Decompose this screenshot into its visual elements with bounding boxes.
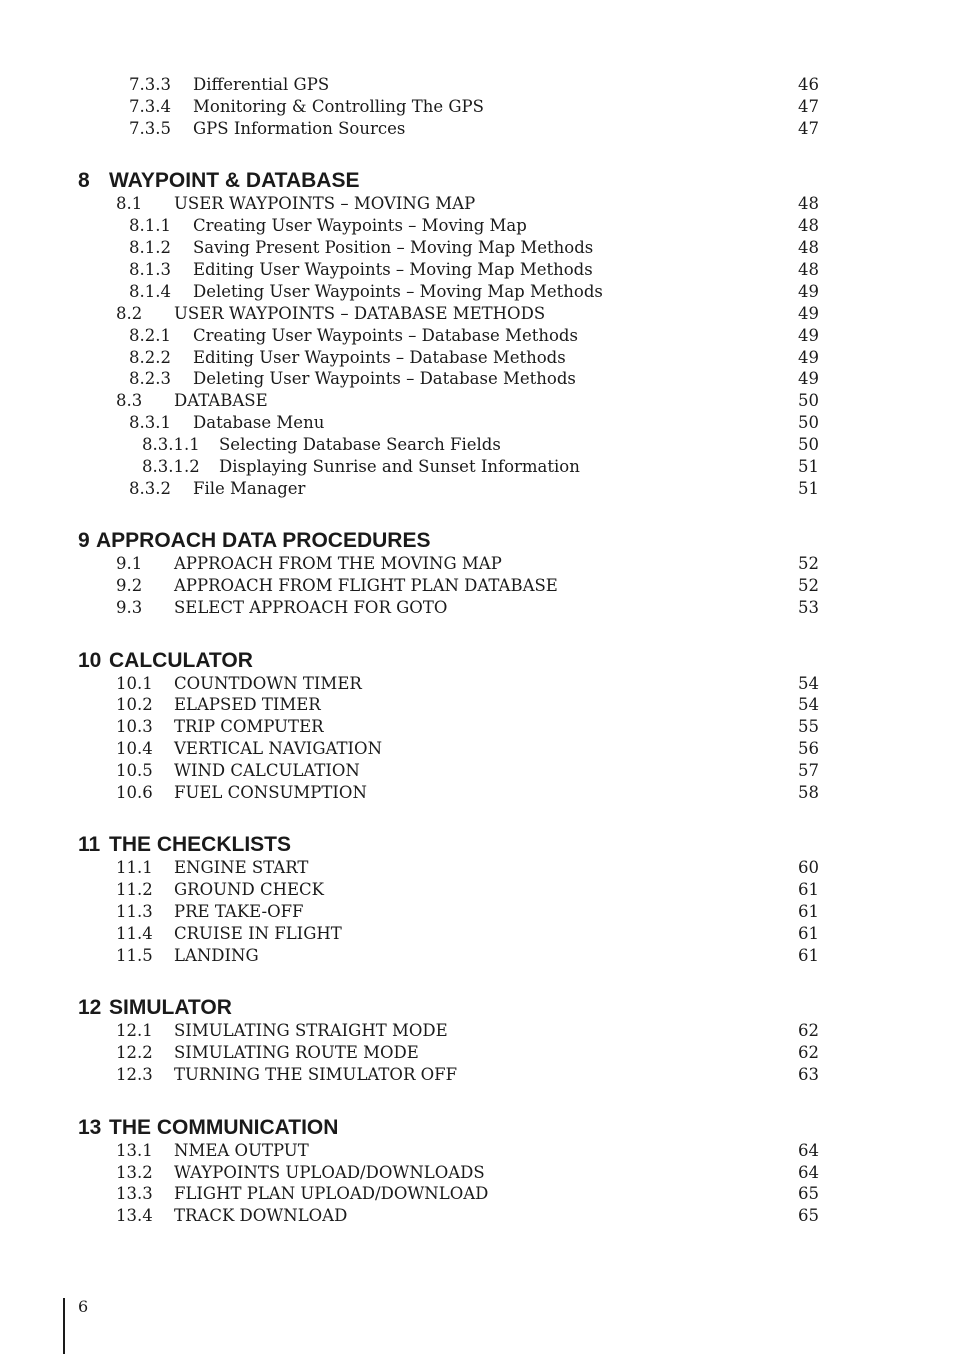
toc-entry-page: 60 — [798, 858, 819, 878]
toc-entry-number: 10.6 — [116, 783, 153, 802]
toc-entry-title: WAYPOINTS UPLOAD/DOWNLOADS — [174, 1162, 485, 1182]
toc-entry[interactable] — [0, 1020, 954, 1042]
toc-entry[interactable] — [0, 259, 954, 281]
toc-entry-number: 11.1 — [116, 858, 153, 878]
toc-entry-title: ELAPSED TIMER — [174, 695, 321, 715]
chapter-title: WAYPOINT & DATABASE — [109, 169, 360, 193]
toc-entry-title: NMEA OUTPUT — [174, 1140, 309, 1160]
toc-entry-page: 49 — [798, 369, 819, 389]
toc-entry-page: 49 — [798, 325, 819, 345]
toc-entry-title: Monitoring & Controlling The GPS — [193, 96, 484, 116]
toc-entry-number: 8.1.3 — [129, 259, 171, 279]
toc-entry[interactable] — [0, 347, 954, 369]
footer-page-number: 6 — [78, 1297, 89, 1316]
toc-entry[interactable] — [0, 1183, 954, 1205]
toc-entry-title: TRIP COMPUTER — [174, 717, 324, 737]
toc-entry-number: 10.2 — [116, 695, 153, 715]
toc-entry-number: 7.3.3 — [129, 75, 171, 94]
toc-entry-page: 47 — [798, 96, 819, 116]
toc-entry[interactable] — [0, 456, 954, 478]
toc-entry-page: 50 — [798, 391, 819, 411]
toc-entry-page: 63 — [798, 1065, 819, 1085]
toc-entry-title: Editing User Waypoints – Database Methods — [193, 347, 566, 367]
toc-entry-title: Deleting User Waypoints – Moving Map Methods — [193, 281, 603, 301]
toc-entry-title: Creating User Waypoints – Moving Map — [193, 216, 527, 236]
toc-entry-page: 49 — [798, 347, 819, 367]
toc-entry-page: 52 — [798, 576, 819, 596]
toc-entry-number: 10.4 — [116, 739, 153, 759]
toc-entry-page: 64 — [798, 1162, 819, 1182]
toc-entry-page: 49 — [798, 281, 819, 301]
toc-entry-title: Saving Present Position – Moving Map Methods — [193, 238, 594, 257]
toc-entry-page: 61 — [798, 902, 819, 922]
toc-entry[interactable] — [0, 879, 954, 901]
toc-entry-title: Database Menu — [193, 413, 325, 433]
toc-entry-number: 13.2 — [116, 1162, 153, 1182]
toc-entry-page: 56 — [798, 739, 819, 759]
toc-entry-title: SELECT APPROACH FOR GOTO — [174, 598, 448, 618]
toc-entry-title: File Manager — [193, 478, 306, 498]
chapter-title: CALCULATOR — [109, 648, 253, 672]
toc-entry[interactable] — [0, 597, 954, 619]
toc-entry[interactable] — [0, 390, 954, 412]
toc-entry[interactable] — [0, 923, 954, 945]
toc-entry[interactable] — [0, 738, 954, 760]
toc-entry-title: Deleting User Waypoints – Database Methods — [193, 369, 576, 389]
toc-entry-page: 54 — [798, 695, 819, 715]
toc-entry-page: 61 — [798, 946, 819, 965]
toc-entry[interactable] — [0, 716, 954, 738]
toc-entry-page: 49 — [798, 303, 819, 323]
toc-entry-title: Creating User Waypoints – Database Methods — [193, 325, 578, 345]
toc-entry[interactable] — [0, 325, 954, 347]
toc-entry-page: 62 — [798, 1021, 819, 1041]
toc-entry-title: DATABASE — [174, 391, 268, 411]
toc-entry-number: 7.3.5 — [129, 118, 171, 138]
toc-entry-title: SIMULATING STRAIGHT MODE — [174, 1021, 448, 1041]
toc-entry[interactable] — [0, 74, 954, 96]
toc-entry[interactable] — [0, 215, 954, 237]
footer-rule — [63, 1298, 65, 1354]
toc-entry-number: 8.3.1.1 — [142, 435, 200, 455]
toc-entry-title: APPROACH FROM THE MOVING MAP — [174, 554, 502, 574]
toc-entry-number: 11.5 — [116, 946, 153, 965]
chapter-number: 12 — [78, 996, 102, 1020]
toc-entry-title: LANDING — [174, 946, 259, 965]
toc-entry-title: PRE TAKE-OFF — [174, 902, 304, 922]
toc-entry[interactable] — [0, 1162, 954, 1184]
toc-entry-page: 62 — [798, 1043, 819, 1063]
toc-entry-number: 11.2 — [116, 880, 153, 900]
toc-entry-number: 8.2 — [116, 303, 143, 323]
toc-entry[interactable] — [0, 368, 954, 390]
toc-entry[interactable] — [0, 673, 954, 695]
toc-entry-number: 8.3 — [116, 391, 143, 411]
toc-entry-title: FLIGHT PLAN UPLOAD/DOWNLOAD — [174, 1184, 489, 1204]
chapter-title: APPROACH DATA PROCEDURES — [96, 529, 431, 553]
toc-entry[interactable] — [0, 553, 954, 575]
toc-entry-number: 12.1 — [116, 1021, 153, 1041]
toc-entry-title: USER WAYPOINTS – DATABASE METHODS — [174, 303, 546, 323]
toc-entry-title: COUNTDOWN TIMER — [174, 673, 362, 693]
toc-entry-page: 58 — [798, 783, 819, 802]
chapter-title: THE COMMUNICATION — [109, 1115, 339, 1139]
toc-entry-number: 8.3.1.2 — [142, 457, 200, 476]
toc-entry-number: 8.2.1 — [129, 325, 171, 345]
toc-entry-page: 48 — [798, 194, 819, 214]
toc-entry-number: 10.1 — [116, 673, 153, 693]
toc-entry[interactable] — [0, 118, 954, 140]
toc-entry[interactable] — [0, 857, 954, 879]
toc-entry-number: 10.5 — [116, 761, 153, 781]
toc-entry[interactable] — [0, 478, 954, 500]
toc-entry-title: GROUND CHECK — [174, 880, 324, 900]
toc-entry-number: 13.1 — [116, 1140, 153, 1160]
toc-entry[interactable] — [0, 96, 954, 118]
toc-entry[interactable] — [0, 434, 954, 456]
toc-entry-title: VERTICAL NAVIGATION — [174, 739, 383, 759]
toc-entry-page: 48 — [798, 238, 819, 257]
toc-entry[interactable] — [0, 303, 954, 325]
toc-entry[interactable] — [0, 1042, 954, 1064]
toc-entry-number: 8.3.2 — [129, 478, 171, 498]
toc-entry-page: 65 — [798, 1184, 819, 1204]
toc-entry-title: Displaying Sunrise and Sunset Information — [219, 457, 580, 476]
toc-entry-number: 8.1.1 — [129, 216, 171, 236]
toc-entry-page: 65 — [798, 1206, 819, 1226]
toc-entry-page: 57 — [798, 761, 819, 781]
toc-entry[interactable] — [0, 193, 954, 215]
toc-entry-page: 54 — [798, 673, 819, 693]
toc-entry-page: 48 — [798, 259, 819, 279]
toc-entry[interactable] — [0, 1205, 954, 1227]
toc-entry-page: 61 — [798, 924, 819, 944]
toc-entry-number: 11.3 — [116, 902, 153, 922]
toc-entry-number: 11.4 — [116, 924, 153, 944]
toc-entry-page: 47 — [798, 118, 819, 138]
toc-entry[interactable] — [0, 694, 954, 716]
toc-entry[interactable] — [0, 1064, 954, 1086]
toc-entry-number: 8.1.4 — [129, 281, 171, 301]
toc-entry-title: APPROACH FROM FLIGHT PLAN DATABASE — [174, 576, 558, 596]
toc-entry-number: 8.2.2 — [129, 347, 171, 367]
toc-entry-page: 53 — [798, 598, 819, 618]
chapter-number: 8 — [78, 169, 90, 193]
chapter-title: THE CHECKLISTS — [109, 833, 292, 857]
toc-entry[interactable] — [0, 281, 954, 303]
toc-entry-page: 52 — [798, 554, 819, 574]
toc-entry-number: 9.3 — [116, 598, 143, 618]
toc-entry-title: TRACK DOWNLOAD — [174, 1206, 348, 1226]
toc-entry-title: Selecting Database Search Fields — [219, 435, 501, 455]
toc-entry[interactable] — [0, 237, 954, 259]
toc-entry-number: 8.1 — [116, 194, 143, 214]
toc-entry-title: SIMULATING ROUTE MODE — [174, 1043, 419, 1063]
toc-entry-title: TURNING THE SIMULATOR OFF — [174, 1065, 458, 1085]
toc-entry-number: 8.2.3 — [129, 369, 171, 389]
toc-entry[interactable] — [0, 1140, 954, 1162]
toc-entry-number: 7.3.4 — [129, 96, 171, 116]
toc-entry-title: USER WAYPOINTS – MOVING MAP — [174, 194, 476, 214]
toc-entry[interactable] — [0, 901, 954, 923]
toc-entry-number: 13.3 — [116, 1184, 153, 1204]
toc-entry[interactable] — [0, 760, 954, 782]
toc-entry[interactable] — [0, 575, 954, 597]
toc-entry-number: 10.3 — [116, 717, 153, 737]
toc-entry-page: 61 — [798, 880, 819, 900]
toc-entry[interactable] — [0, 412, 954, 434]
toc-entry-number: 9.1 — [116, 554, 143, 574]
toc-entry-title: FUEL CONSUMPTION — [174, 783, 367, 802]
toc-entry[interactable] — [0, 782, 954, 804]
toc-entry-page: 55 — [798, 717, 819, 737]
toc-entry-page: 50 — [798, 413, 819, 433]
toc-entry-page: 51 — [798, 457, 819, 476]
toc-entry-number: 13.4 — [116, 1206, 153, 1226]
chapter-number: 13 — [78, 1115, 102, 1139]
toc-entry[interactable] — [0, 945, 954, 967]
toc-entry-number: 8.3.1 — [129, 413, 171, 433]
toc-entry-title: WIND CALCULATION — [174, 761, 360, 781]
chapter-number: 11 — [78, 833, 101, 857]
chapter-number: 9 — [78, 529, 90, 553]
toc-entry-title: Differential GPS — [193, 75, 330, 94]
toc-entry-page: 64 — [798, 1140, 819, 1160]
toc-entry-title: ENGINE START — [174, 858, 309, 878]
toc-entry-number: 8.1.2 — [129, 238, 171, 257]
toc-entry-number: 9.2 — [116, 576, 143, 596]
toc-entry-page: 46 — [798, 75, 819, 94]
toc-entry-page: 51 — [798, 478, 819, 498]
chapter-title: SIMULATOR — [109, 996, 232, 1020]
toc-entry-page: 48 — [798, 216, 819, 236]
toc-entry-number: 12.2 — [116, 1043, 153, 1063]
toc-entry-title: Editing User Waypoints – Moving Map Methods — [193, 259, 593, 279]
toc-entry-title: GPS Information Sources — [193, 118, 406, 138]
chapter-number: 10 — [78, 648, 102, 672]
toc-entry-title: CRUISE IN FLIGHT — [174, 924, 342, 944]
toc-entry-number: 12.3 — [116, 1065, 153, 1085]
toc-entry-page: 50 — [798, 435, 819, 455]
